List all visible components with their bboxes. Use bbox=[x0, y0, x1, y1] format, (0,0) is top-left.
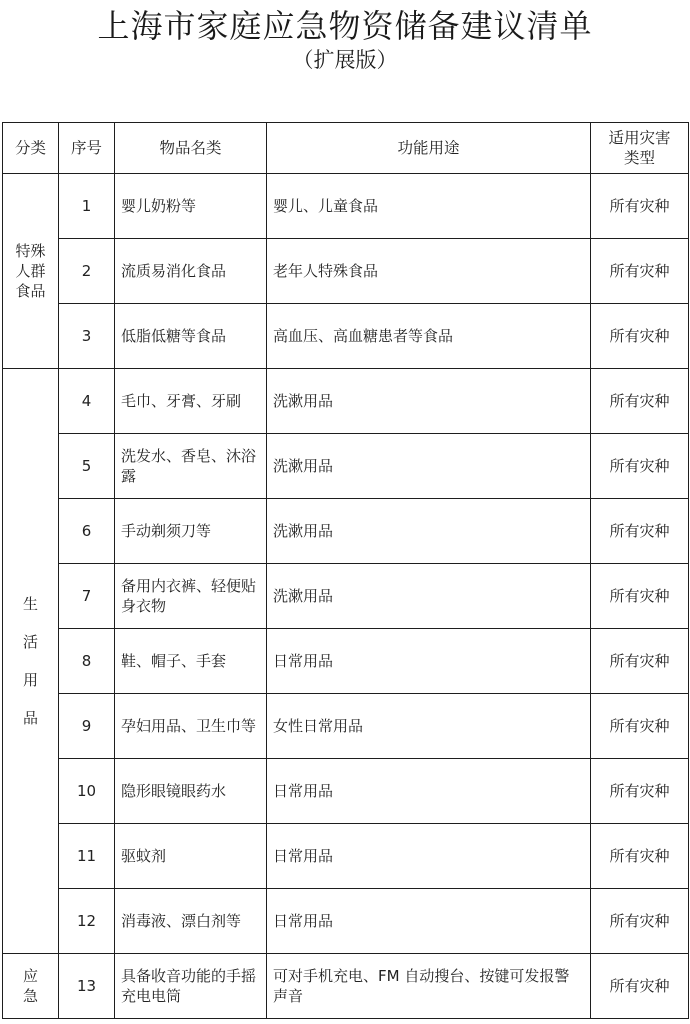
row-function: 日常用品 bbox=[267, 629, 591, 694]
row-item: 婴儿奶粉等 bbox=[115, 174, 267, 239]
row-disaster: 所有灾种 bbox=[591, 564, 689, 629]
row-item: 驱蚊剂 bbox=[115, 824, 267, 889]
table-header-row bbox=[3, 123, 689, 174]
row-item: 洗发水、香皂、沐浴露 bbox=[115, 434, 267, 499]
row-function: 日常用品 bbox=[267, 759, 591, 824]
supply-list-table bbox=[2, 122, 689, 1019]
category-text: 食品 bbox=[15, 282, 46, 300]
row-function: 可对手机充电、FM 自动搜台、按键可发报警声音 bbox=[267, 954, 591, 1019]
row-item: 备用内衣裤、轻便贴身衣物 bbox=[115, 564, 267, 629]
row-function: 高血压、高血糖患者等食品 bbox=[267, 304, 591, 369]
category-text: 活 bbox=[22, 633, 38, 651]
row-item: 流质易消化食品 bbox=[115, 239, 267, 304]
category-text: 品 bbox=[22, 709, 38, 727]
category-text: 应 bbox=[22, 967, 38, 985]
row-number: 4 bbox=[59, 369, 115, 434]
category-emergency bbox=[3, 954, 59, 1019]
row-function: 洗漱用品 bbox=[267, 499, 591, 564]
category-special-food bbox=[3, 174, 59, 369]
row-number: 7 bbox=[59, 564, 115, 629]
row-function: 婴儿、儿童食品 bbox=[267, 174, 591, 239]
header-disaster-type bbox=[591, 123, 689, 174]
row-number: 13 bbox=[59, 954, 115, 1019]
row-number: 8 bbox=[59, 629, 115, 694]
row-item: 鞋、帽子、手套 bbox=[115, 629, 267, 694]
row-item: 低脂低糖等食品 bbox=[115, 304, 267, 369]
header-index: 序号 bbox=[59, 123, 115, 174]
row-function: 老年人特殊食品 bbox=[267, 239, 591, 304]
header-function: 功能用途 bbox=[267, 123, 591, 174]
table-row bbox=[3, 174, 689, 239]
row-number: 6 bbox=[59, 499, 115, 564]
row-disaster: 所有灾种 bbox=[591, 629, 689, 694]
table-row bbox=[3, 239, 689, 304]
row-number: 3 bbox=[59, 304, 115, 369]
table-row bbox=[3, 499, 689, 564]
row-item: 消毒液、漂白剂等 bbox=[115, 889, 267, 954]
row-disaster: 所有灾种 bbox=[591, 694, 689, 759]
row-number: 2 bbox=[59, 239, 115, 304]
row-number: 9 bbox=[59, 694, 115, 759]
row-item: 具备收音功能的手摇充电电筒 bbox=[115, 954, 267, 1019]
page-subtitle: （扩展版） bbox=[292, 48, 398, 72]
table-row bbox=[3, 694, 689, 759]
table-row bbox=[3, 889, 689, 954]
header-disaster-line2: 类型 bbox=[623, 149, 655, 167]
table-row bbox=[3, 954, 689, 1019]
row-disaster: 所有灾种 bbox=[591, 434, 689, 499]
row-number: 11 bbox=[59, 824, 115, 889]
category-text: 特殊 bbox=[15, 242, 46, 260]
table-row bbox=[3, 564, 689, 629]
category-text: 生 bbox=[22, 595, 38, 613]
row-disaster: 所有灾种 bbox=[591, 304, 689, 369]
category-daily-goods bbox=[3, 369, 59, 954]
category-text: 人群 bbox=[15, 262, 46, 280]
row-item: 手动剃须刀等 bbox=[115, 499, 267, 564]
row-disaster: 所有灾种 bbox=[591, 954, 689, 1019]
row-number: 5 bbox=[59, 434, 115, 499]
row-item: 毛巾、牙膏、牙刷 bbox=[115, 369, 267, 434]
row-disaster: 所有灾种 bbox=[591, 369, 689, 434]
row-function: 女性日常用品 bbox=[267, 694, 591, 759]
row-function: 洗漱用品 bbox=[267, 564, 591, 629]
table-row bbox=[3, 304, 689, 369]
row-disaster: 所有灾种 bbox=[591, 824, 689, 889]
row-number: 10 bbox=[59, 759, 115, 824]
row-disaster: 所有灾种 bbox=[591, 759, 689, 824]
row-function: 洗漱用品 bbox=[267, 434, 591, 499]
row-function: 洗漱用品 bbox=[267, 369, 591, 434]
row-number: 1 bbox=[59, 174, 115, 239]
table-row bbox=[3, 369, 689, 434]
table-row bbox=[3, 434, 689, 499]
row-number: 12 bbox=[59, 889, 115, 954]
page-title: 上海市家庭应急物资储备建议清单 bbox=[97, 7, 593, 45]
row-item: 孕妇用品、卫生巾等 bbox=[115, 694, 267, 759]
row-item: 隐形眼镜眼药水 bbox=[115, 759, 267, 824]
category-text: 急 bbox=[22, 987, 38, 1005]
header-disaster-line1: 适用灾害 bbox=[608, 129, 671, 147]
table-row bbox=[3, 824, 689, 889]
table-row bbox=[3, 629, 689, 694]
row-function: 日常用品 bbox=[267, 889, 591, 954]
row-disaster: 所有灾种 bbox=[591, 499, 689, 564]
row-disaster: 所有灾种 bbox=[591, 889, 689, 954]
category-text: 用 bbox=[22, 671, 38, 689]
table-row bbox=[3, 759, 689, 824]
header-item: 物品名类 bbox=[115, 123, 267, 174]
row-function: 日常用品 bbox=[267, 824, 591, 889]
row-disaster: 所有灾种 bbox=[591, 174, 689, 239]
row-disaster: 所有灾种 bbox=[591, 239, 689, 304]
header-category: 分类 bbox=[3, 123, 59, 174]
